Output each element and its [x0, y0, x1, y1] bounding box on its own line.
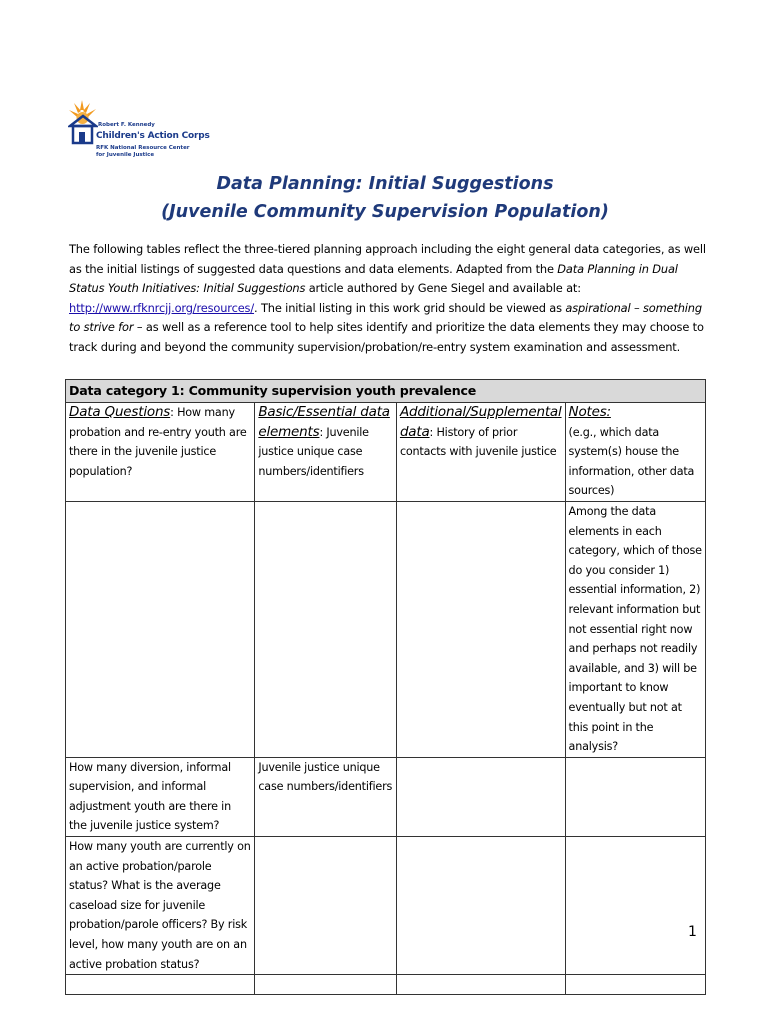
- data-questions-cell: [66, 403, 255, 502]
- logo-line-1: Robert F. Kennedy: [98, 122, 155, 128]
- supplemental-data-cell: [396, 403, 565, 502]
- sun-house-logo-icon: [68, 98, 98, 160]
- page-number: 1: [688, 924, 697, 940]
- data-questions-heading: Data Questions: [69, 404, 171, 420]
- basic-elements-text: : Juvenile justice unique case numbers/identifiers: [258, 425, 369, 478]
- data-questions-text: : How many probation and re-entry youth are there in the juvenile justice population?: [69, 406, 247, 478]
- title-line-1: Data Planning: Initial Suggestions: [216, 174, 554, 194]
- question-probation-status: How many youth are currently on an active probation/parole status? What is the average caseload size for juvenile probation/parole officers? By risk level, how many youth are on an active probation status?: [66, 837, 255, 975]
- question-diversion: How many diversion, informal supervision, and informal adjustment youth are there in the juvenile justice system?: [66, 757, 255, 836]
- logo-line-3a: RFK National Resource Center: [96, 145, 190, 151]
- question-diversion-basic: Juvenile justice unique case numbers/identifiers: [255, 757, 397, 836]
- empty-cell: [396, 757, 565, 836]
- empty-cell: [66, 501, 255, 757]
- data-category-table: [65, 379, 706, 995]
- logo-line-3b: for Juvenile Justice: [96, 152, 155, 158]
- intro-text-3: . The initial listing in this work grid should be viewed as: [254, 300, 566, 315]
- category-header: Data category 1: Community supervision youth prevalence: [66, 380, 706, 403]
- intro-article-title: Data Planning in Dual Status Youth Initiatives: Initial Suggestions: [69, 261, 678, 296]
- basic-elements-heading: Basic/Essential data elements: [258, 404, 390, 440]
- notes-heading: Notes:: [568, 404, 611, 420]
- empty-cell: [255, 975, 397, 995]
- title-line-2: (Juvenile Community Supervision Population): [161, 202, 609, 222]
- empty-cell: [565, 837, 705, 975]
- resources-link[interactable]: http://www.rfknrcjj.org/resources/: [69, 300, 255, 315]
- empty-cell: [255, 501, 397, 757]
- empty-cell: [255, 837, 397, 975]
- supplemental-data-text: : History of prior contacts with juvenile justice: [399, 425, 557, 459]
- empty-cell: [396, 501, 565, 757]
- logo-line-2: Children's Action Corps: [96, 131, 210, 141]
- empty-cell: [66, 975, 255, 995]
- intro-aspirational: aspirational – something to strive for: [69, 300, 702, 335]
- empty-cell: [396, 975, 565, 995]
- basic-elements-cell: [255, 403, 397, 502]
- rfk-logo: [68, 98, 208, 168]
- logo-line-3: [96, 145, 190, 159]
- prioritization-note-cell: Among the data elements in each category, which of those do you consider 1) essential information, 2) relevant information but not essential right now and perhaps not readily available, and 3) will be important to know eventually but not at this point in the analysis?: [565, 501, 705, 757]
- intro-text-1: The following tables reflect the three-tiered planning approach including the eight general data categories, as well as the initial listings of suggested data questions and data elements. Adapted from the: [69, 242, 706, 276]
- intro-text-4: – as well as a reference tool to help sites identify and prioritize the data elements they may choose to track during and beyond the community supervision/probation/re-entry system examination and assessment.: [69, 320, 704, 354]
- notes-text: (e.g., which data system(s) house the information, other data sources): [568, 425, 695, 498]
- supplemental-data-heading: Additional/Supplemental data: [399, 404, 562, 440]
- empty-cell: [396, 837, 565, 975]
- page-title: [0, 170, 770, 226]
- empty-cell: [565, 757, 705, 836]
- notes-cell: [565, 403, 705, 502]
- intro-text-2: article authored by Gene Siegel and available at:: [305, 281, 581, 296]
- intro-paragraph: [69, 240, 709, 358]
- empty-cell: [565, 975, 705, 995]
